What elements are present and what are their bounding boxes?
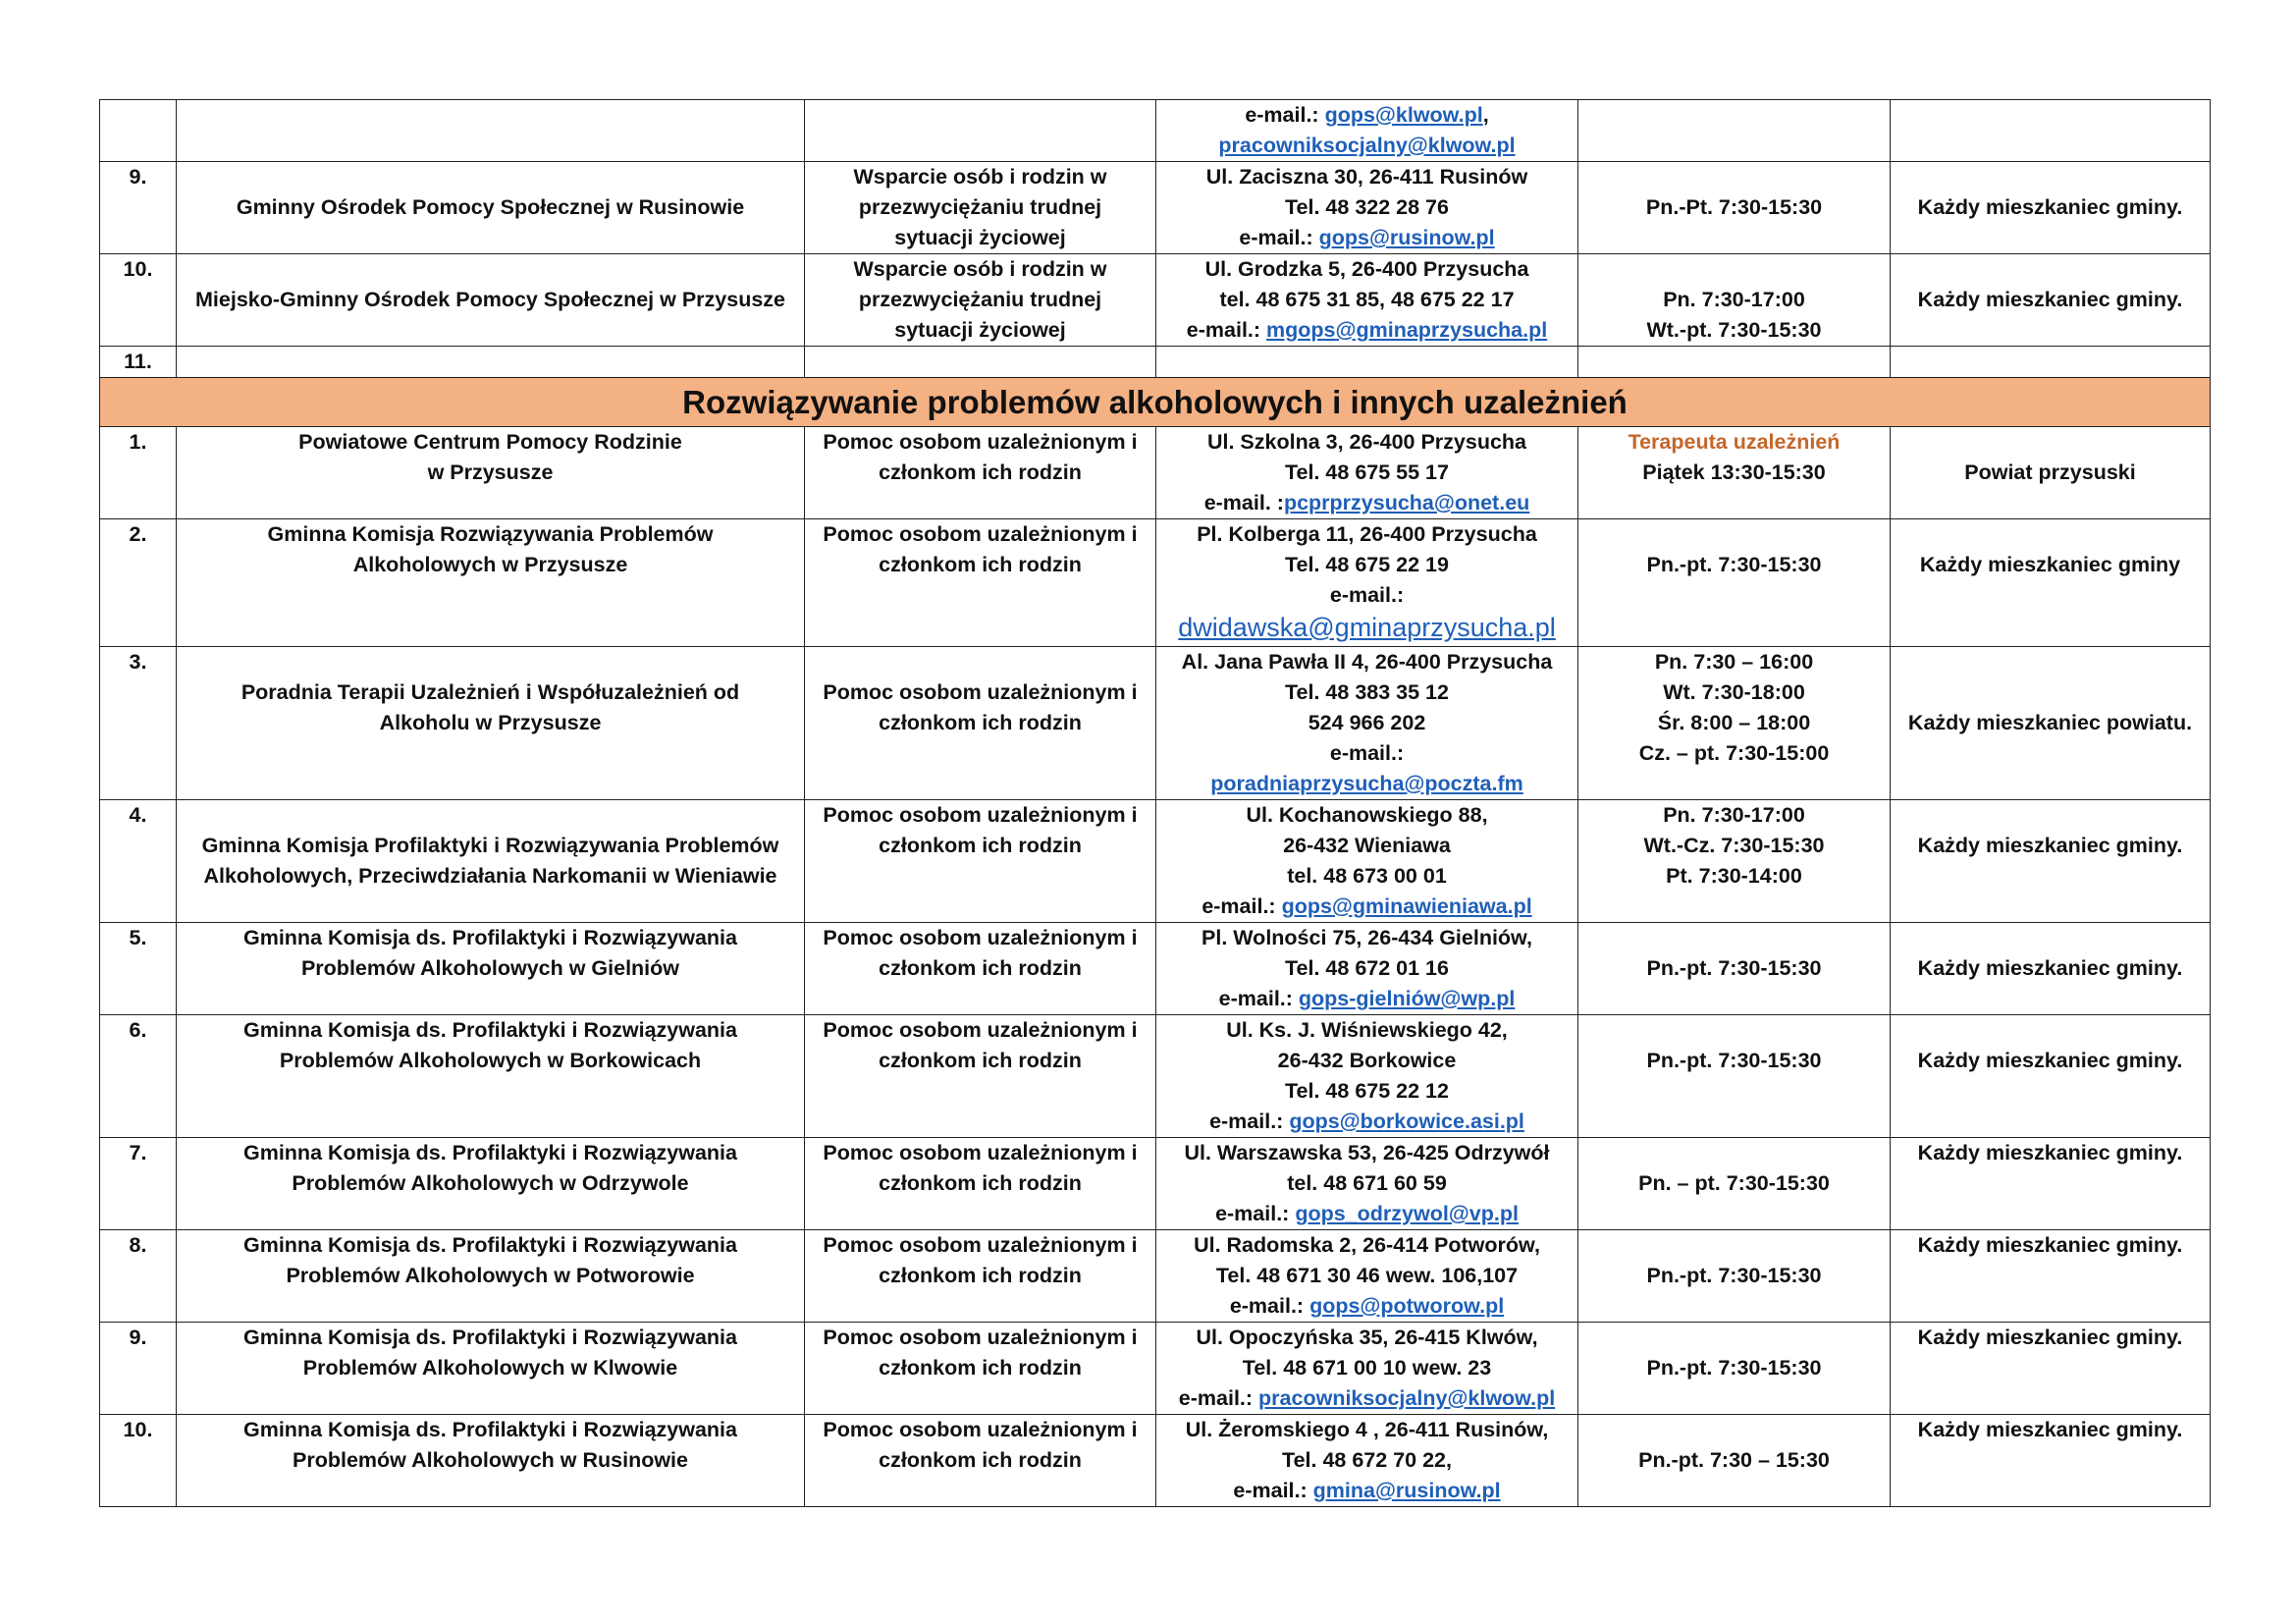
service-description xyxy=(805,100,1156,162)
eligibility: Każdy mieszkaniec powiatu. xyxy=(1891,647,2211,800)
email-link[interactable]: poradniaprzysucha@poczta.fm xyxy=(1210,772,1523,795)
email-link[interactable]: gops@klwow.pl xyxy=(1324,103,1483,127)
eligibility: Każdy mieszkaniec gminy. xyxy=(1891,1015,2211,1138)
contact-cell: e-mail.: gops@klwow.pl, pracowniksocjalny@klwow.pl xyxy=(1156,100,1578,162)
contact-cell: Al. Jana Pawła II 4, 26-400 Przysucha Tel. 48 383 35 12 524 966 202 e-mail.: poradniaprzysucha@poczta.fm xyxy=(1156,647,1578,800)
table-row xyxy=(100,254,2211,347)
institution-name: Gminna Komisja ds. Profilaktyki i Rozwiązywania Problemów Alkoholowych w Rusinowie xyxy=(177,1415,805,1507)
service-description: Pomoc osobom uzależnionym i członkom ich rodzin xyxy=(805,647,1156,800)
email-link[interactable]: dwidawska@gminaprzysucha.pl xyxy=(1178,613,1556,642)
email-link[interactable]: pcprprzysucha@onet.eu xyxy=(1283,491,1530,514)
table-row xyxy=(100,427,2211,519)
table-row xyxy=(100,923,2211,1015)
table-row xyxy=(100,1138,2211,1230)
contact-cell: Pl. Wolności 75, 26-434 Gielniów, Tel. 48 672 01 16 e-mail.: gops-gielniów@wp.pl xyxy=(1156,923,1578,1015)
institution-name: Poradnia Terapii Uzależnień i Współuzależnień od Alkoholu w Przysusze xyxy=(177,647,805,800)
table-row xyxy=(100,162,2211,254)
institution-name xyxy=(177,100,805,162)
email-link[interactable]: gops@borkowice.asi.pl xyxy=(1289,1110,1524,1133)
table-row xyxy=(100,1415,2211,1507)
eligibility: Każdy mieszkaniec gminy. xyxy=(1891,1323,2211,1415)
eligibility xyxy=(1891,100,2211,162)
service-description: Pomoc osobom uzależnionym i członkom ich rodzin xyxy=(805,800,1156,923)
contact-cell: Ul. Radomska 2, 26-414 Potworów, Tel. 48 671 30 46 wew. 106,107 e-mail.: gops@potworow.pl xyxy=(1156,1230,1578,1323)
document-page xyxy=(99,99,2210,1507)
table-row xyxy=(100,519,2211,647)
table-row xyxy=(100,647,2211,800)
contact-cell: Pl. Kolberga 11, 26-400 Przysucha Tel. 48 675 22 19 e-mail.: dwidawska@gminaprzysucha.pl xyxy=(1156,519,1578,647)
eligibility: Każdy mieszkaniec gminy. xyxy=(1891,1138,2211,1230)
service-description: Wsparcie osób i rodzin w przezwyciężaniu trudnej sytuacji życiowej xyxy=(805,162,1156,254)
email-link[interactable]: gops-gielniów@wp.pl xyxy=(1298,987,1516,1010)
contact-cell: Ul. Kochanowskiego 88, 26-432 Wieniawa tel. 48 673 00 01 e-mail.: gops@gminawieniawa.pl xyxy=(1156,800,1578,923)
row-number: 7. xyxy=(100,1138,177,1230)
contact-cell: Ul. Grodzka 5, 26-400 Przysucha tel. 48 675 31 85, 48 675 22 17 e-mail.: mgops@gminaprzysucha.pl xyxy=(1156,254,1578,347)
table-row xyxy=(100,800,2211,923)
table-row xyxy=(100,1230,2211,1323)
eligibility: Każdy mieszkaniec gminy. xyxy=(1891,800,2211,923)
row-number: 4. xyxy=(100,800,177,923)
service-description: Pomoc osobom uzależnionym i członkom ich rodzin xyxy=(805,519,1156,647)
institution-name: Miejsko-Gminny Ośrodek Pomocy Społecznej w Przysusze xyxy=(177,254,805,347)
institution-name: Gminna Komisja ds. Profilaktyki i Rozwiązywania Problemów Alkoholowych w Gielniów xyxy=(177,923,805,1015)
institution-name: Gminna Komisja Profilaktyki i Rozwiązywania Problemów Alkoholowych, Przeciwdziałania Narkomanii w Wieniawie xyxy=(177,800,805,923)
email-link[interactable]: gops@potworow.pl xyxy=(1309,1294,1505,1318)
row-number: 8. xyxy=(100,1230,177,1323)
office-hours: Pn.-Pt. 7:30-15:30 xyxy=(1578,162,1891,254)
eligibility: Każdy mieszkaniec gminy. xyxy=(1891,162,2211,254)
institutions-table xyxy=(99,99,2211,1507)
institution-name: Powiatowe Centrum Pomocy Rodzinie w Przysusze xyxy=(177,427,805,519)
office-hours: Pn. 7:30 – 16:00 Wt. 7:30-18:00 Śr. 8:00 – 18:00 Cz. – pt. 7:30-15:00 xyxy=(1578,647,1891,800)
row-number: 2. xyxy=(100,519,177,647)
contact-cell: Ul. Szkolna 3, 26-400 Przysucha Tel. 48 675 55 17 e-mail. :pcprprzysucha@onet.eu xyxy=(1156,427,1578,519)
email-link[interactable]: gops_odrzywol@vp.pl xyxy=(1295,1202,1519,1225)
table-row xyxy=(100,347,2211,378)
institution-name: Gminny Ośrodek Pomocy Społecznej w Rusinowie xyxy=(177,162,805,254)
row-number: 9. xyxy=(100,1323,177,1415)
service-description: Pomoc osobom uzależnionym i członkom ich rodzin xyxy=(805,1323,1156,1415)
row-number: 11. xyxy=(100,347,177,378)
contact-cell: Ul. Ks. J. Wiśniewskiego 42, 26-432 Borkowice Tel. 48 675 22 12 e-mail.: gops@borkowice.asi.pl xyxy=(1156,1015,1578,1138)
service-description: Pomoc osobom uzależnionym i członkom ich rodzin xyxy=(805,1415,1156,1507)
institution-name: Gminna Komisja ds. Profilaktyki i Rozwiązywania Problemów Alkoholowych w Klwowie xyxy=(177,1323,805,1415)
office-hours: Pn.-pt. 7:30-15:30 xyxy=(1578,1323,1891,1415)
row-number: 10. xyxy=(100,1415,177,1507)
service-description: Pomoc osobom uzależnionym i członkom ich rodzin xyxy=(805,1015,1156,1138)
office-hours xyxy=(1578,100,1891,162)
table-row xyxy=(100,1015,2211,1138)
row-number xyxy=(100,100,177,162)
email-link[interactable]: gmina@rusinow.pl xyxy=(1312,1479,1501,1502)
table-row xyxy=(100,100,2211,162)
contact-cell: Ul. Warszawska 53, 26-425 Odrzywół tel. 48 671 60 59 e-mail.: gops_odrzywol@vp.pl xyxy=(1156,1138,1578,1230)
institution-name: Gminna Komisja Rozwiązywania Problemów Alkoholowych w Przysusze xyxy=(177,519,805,647)
row-number: 5. xyxy=(100,923,177,1015)
contact-cell: Ul. Żeromskiego 4 , 26-411 Rusinów, Tel. 48 672 70 22, e-mail.: gmina@rusinow.pl xyxy=(1156,1415,1578,1507)
office-hours: Pn.-pt. 7:30-15:30 xyxy=(1578,519,1891,647)
eligibility: Każdy mieszkaniec gminy. xyxy=(1891,254,2211,347)
eligibility: Każdy mieszkaniec gminy. xyxy=(1891,1230,2211,1323)
email-link[interactable]: mgops@gminaprzysucha.pl xyxy=(1266,318,1548,342)
institution-name: Gminna Komisja ds. Profilaktyki i Rozwiązywania Problemów Alkoholowych w Odrzywole xyxy=(177,1138,805,1230)
section-heading-row xyxy=(100,378,2211,427)
contact-cell: Ul. Zaciszna 30, 26-411 Rusinów Tel. 48 322 28 76 e-mail.: gops@rusinow.pl xyxy=(1156,162,1578,254)
section-title: Rozwiązywanie problemów alkoholowych i innych uzależnień xyxy=(100,378,2211,427)
service-description: Pomoc osobom uzależnionym i członkom ich rodzin xyxy=(805,1230,1156,1323)
office-hours: Terapeuta uzależnień Piątek 13:30-15:30 xyxy=(1578,427,1891,519)
service-description: Pomoc osobom uzależnionym i członkom ich rodzin xyxy=(805,923,1156,1015)
office-hours: Pn.-pt. 7:30-15:30 xyxy=(1578,1015,1891,1138)
eligibility: Każdy mieszkaniec gminy xyxy=(1891,519,2211,647)
row-number: 3. xyxy=(100,647,177,800)
institution-name: Gminna Komisja ds. Profilaktyki i Rozwiązywania Problemów Alkoholowych w Potworowie xyxy=(177,1230,805,1323)
row-number: 10. xyxy=(100,254,177,347)
office-hours: Pn.-pt. 7:30-15:30 xyxy=(1578,1230,1891,1323)
service-description: Pomoc osobom uzależnionym i członkom ich rodzin xyxy=(805,1138,1156,1230)
therapist-label: Terapeuta uzależnień xyxy=(1628,430,1841,454)
office-hours: Pn. 7:30-17:00 Wt.-Cz. 7:30-15:30 Pt. 7:30-14:00 xyxy=(1578,800,1891,923)
office-hours: Pn. – pt. 7:30-15:30 xyxy=(1578,1138,1891,1230)
office-hours: Pn.-pt. 7:30-15:30 xyxy=(1578,923,1891,1015)
table-row xyxy=(100,1323,2211,1415)
office-hours: Pn. 7:30-17:00 Wt.-pt. 7:30-15:30 xyxy=(1578,254,1891,347)
office-hours: Pn.-pt. 7:30 – 15:30 xyxy=(1578,1415,1891,1507)
service-description: Pomoc osobom uzależnionym i członkom ich rodzin xyxy=(805,427,1156,519)
row-number: 6. xyxy=(100,1015,177,1138)
row-number: 1. xyxy=(100,427,177,519)
eligibility: Każdy mieszkaniec gminy. xyxy=(1891,1415,2211,1507)
email-link[interactable]: gops@gminawieniawa.pl xyxy=(1281,894,1532,918)
email-link[interactable]: gops@rusinow.pl xyxy=(1318,226,1495,249)
email-link[interactable]: pracowniksocjalny@klwow.pl xyxy=(1218,134,1516,157)
service-description: Wsparcie osób i rodzin w przezwyciężaniu trudnej sytuacji życiowej xyxy=(805,254,1156,347)
contact-cell: Ul. Opoczyńska 35, 26-415 Klwów, Tel. 48 671 00 10 wew. 23 e-mail.: pracowniksocjalny@klwow.pl xyxy=(1156,1323,1578,1415)
eligibility: Każdy mieszkaniec gminy. xyxy=(1891,923,2211,1015)
row-number: 9. xyxy=(100,162,177,254)
institution-name: Gminna Komisja ds. Profilaktyki i Rozwiązywania Problemów Alkoholowych w Borkowicach xyxy=(177,1015,805,1138)
eligibility: Powiat przysuski xyxy=(1891,427,2211,519)
email-link[interactable]: pracowniksocjalny@klwow.pl xyxy=(1258,1386,1556,1410)
